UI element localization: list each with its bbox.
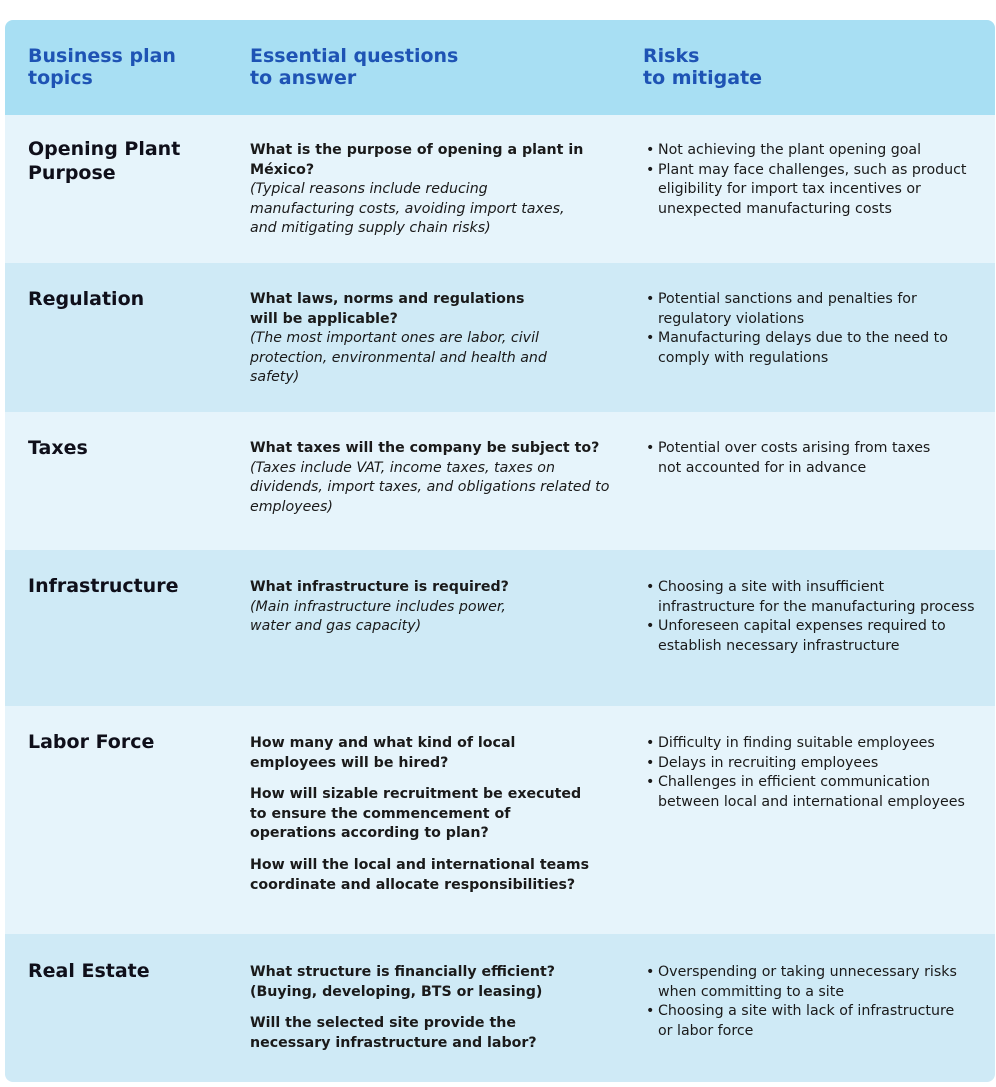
topic-infrastructure: Infrastructure bbox=[28, 575, 179, 597]
risks-list bbox=[643, 290, 953, 368]
header-questions: Essential questions to answer bbox=[250, 45, 459, 89]
list-item: • Potential sanctions and penalties for regulatory violations bbox=[643, 290, 953, 329]
risks-list bbox=[643, 141, 988, 219]
topic-opening-plant-purpose: Opening Plant Purpose bbox=[28, 138, 181, 184]
risks-list bbox=[643, 578, 983, 656]
table-row bbox=[5, 115, 995, 263]
list-item: • Plant may face challenges, such as product eligibility for import tax incentives or unexpected manufacturing costs bbox=[643, 161, 988, 220]
list-item: • Choosing a site with lack of infrastructure or labor force bbox=[643, 1002, 963, 1041]
list-item: • Not achieving the plant opening goal bbox=[643, 141, 988, 161]
questions: What structure is financially efficient? (Buying, developing, BTS or leasing) Will the selected site provide the necessary infrastructure and labor? bbox=[250, 964, 555, 1051]
questions: What laws, norms and regulations will be applicable? (The most important ones are labor, civil protection, environmental and health and safety) bbox=[250, 291, 547, 386]
table-row bbox=[5, 934, 995, 1082]
topic-labor-force: Labor Force bbox=[28, 731, 155, 753]
risks-list bbox=[643, 963, 963, 1041]
list-item: • Manufacturing delays due to the need to comply with regulations bbox=[643, 329, 953, 368]
list-item: • Potential over costs arising from taxes not accounted for in advance bbox=[643, 439, 953, 478]
topic-taxes: Taxes bbox=[28, 437, 88, 459]
table-row bbox=[5, 550, 995, 706]
table-header bbox=[5, 20, 995, 115]
list-item: • Overspending or taking unnecessary risks when committing to a site bbox=[643, 963, 963, 1002]
questions: What infrastructure is required? (Main infrastructure includes power, water and gas capacity) bbox=[250, 579, 509, 635]
risks-list bbox=[643, 439, 953, 478]
table-row bbox=[5, 263, 995, 412]
list-item: • Unforeseen capital expenses required to establish necessary infrastructure bbox=[643, 617, 983, 656]
list-item: • Difficulty in finding suitable employees bbox=[643, 734, 983, 754]
risks-list bbox=[643, 734, 983, 812]
header-topics: Business plan topics bbox=[28, 45, 176, 89]
topic-regulation: Regulation bbox=[28, 288, 145, 310]
header-risks: Risks to mitigate bbox=[643, 45, 763, 89]
list-item: • Challenges in efficient communication between local and international employees bbox=[643, 773, 983, 812]
table-row bbox=[5, 706, 995, 934]
list-item: • Choosing a site with insufficient infrastructure for the manufacturing process bbox=[643, 578, 983, 617]
topic-real-estate: Real Estate bbox=[28, 960, 150, 982]
questions: What taxes will the company be subject to? (Taxes include VAT, income taxes, taxes on dividends, import taxes, and obligations related to employees) bbox=[250, 440, 610, 515]
table-row bbox=[5, 412, 995, 550]
questions: How many and what kind of local employees will be hired? How will sizable recruitment be executed to ensure the commencement of operations according to plan? How will the local and international teams coordinate and allocate responsibilities? bbox=[250, 735, 590, 893]
questions: What is the purpose of opening a plant in México? (Typical reasons include reducing manufacturing costs, avoiding import taxes, and mitigating supply chain risks) bbox=[250, 142, 584, 237]
list-item: • Delays in recruiting employees bbox=[643, 754, 983, 774]
business-plan-table bbox=[5, 20, 995, 1082]
